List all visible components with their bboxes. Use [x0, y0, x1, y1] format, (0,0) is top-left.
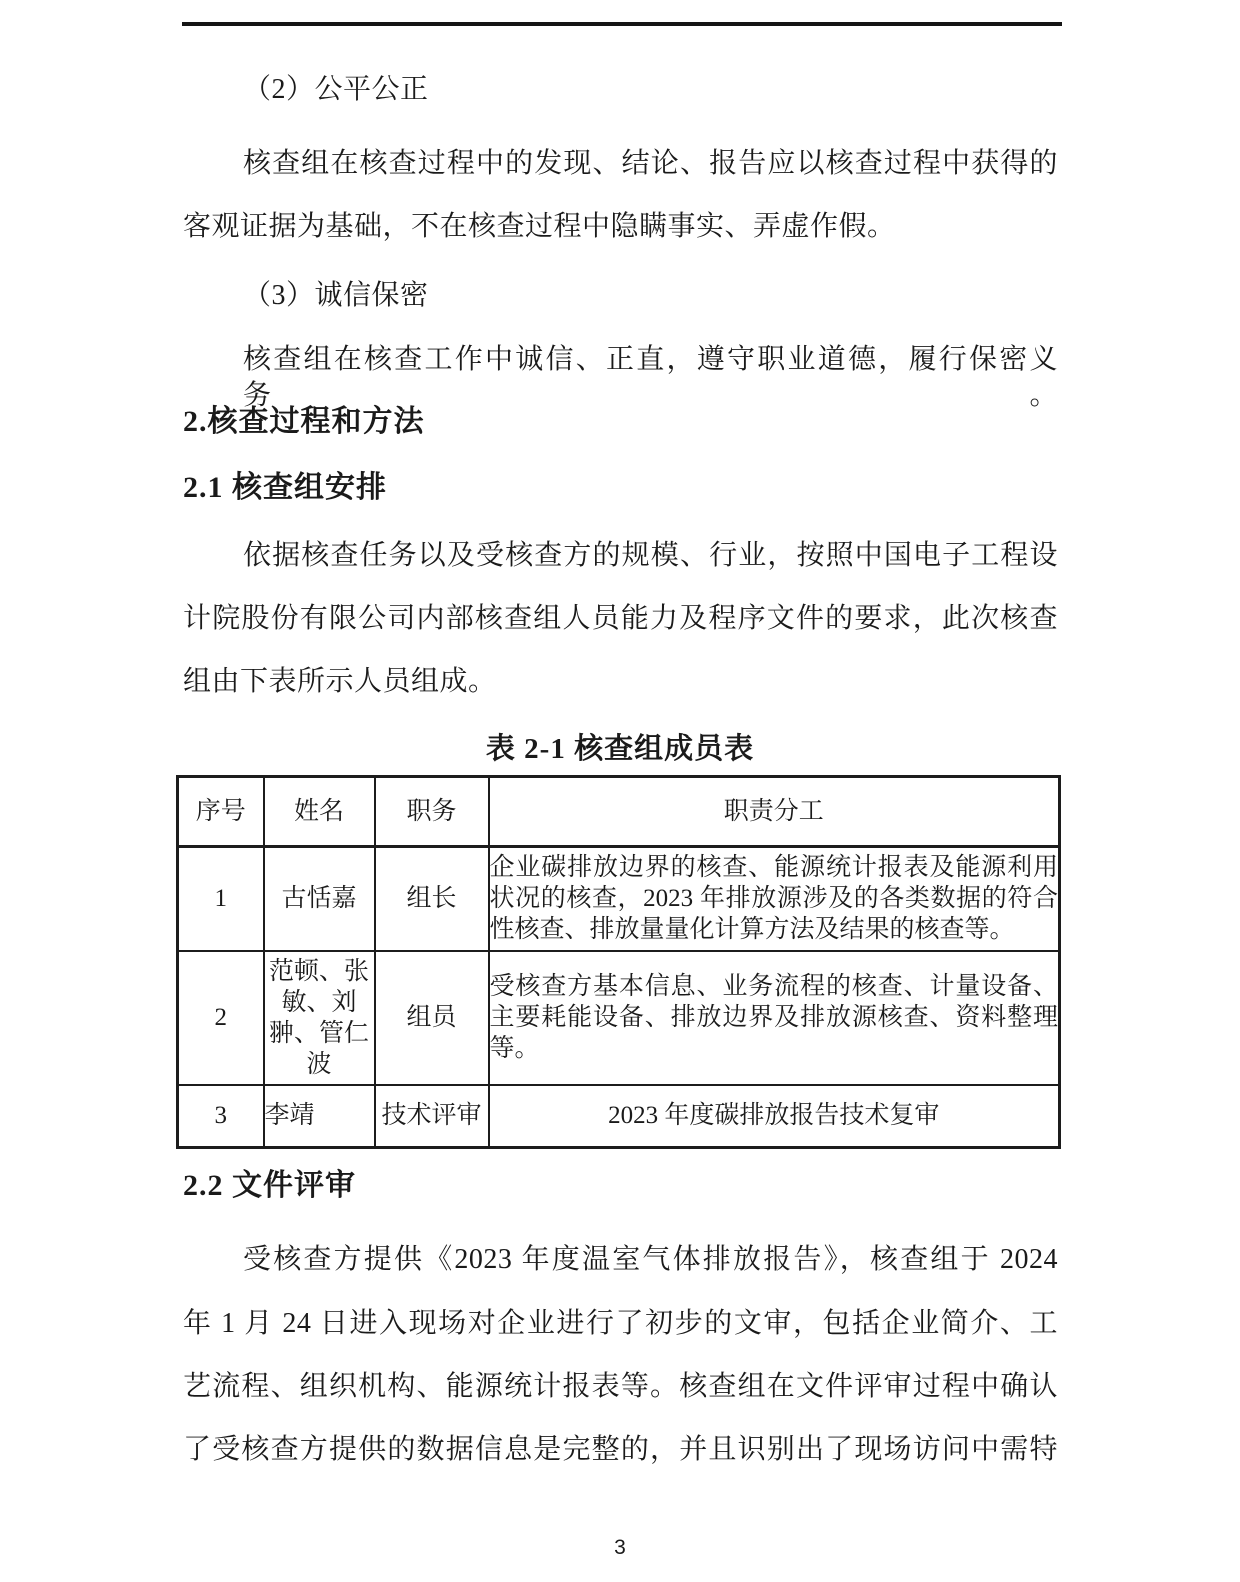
section-2-heading: 2.核查过程和方法 [183, 405, 425, 438]
paragraph-line: 计院股份有限公司内部核查组人员能力及程序文件的要求，此次核查 [183, 603, 1058, 634]
table-header-row [178, 777, 1060, 847]
cell-role: 技术评审 [375, 1085, 489, 1148]
col-header-role: 职务 [375, 777, 489, 847]
paragraph-line: 艺流程、组织机构、能源统计报表等。核查组在文件评审过程中确认 [183, 1371, 1058, 1402]
paragraph-line: 年 1 月 24 日进入现场对企业进行了初步的文审，包括企业简介、工 [183, 1308, 1058, 1339]
item-3-heading: （3）诚信保密 [243, 280, 429, 311]
cell-duty: 2023 年度碳排放报告技术复审 [489, 1085, 1060, 1148]
col-header-no: 序号 [178, 777, 264, 847]
paragraph-line: 依据核查任务以及受核查方的规模、行业，按照中国电子工程设 [243, 540, 1058, 571]
paragraph-line: 核查组在核查工作中诚信、正直，遵守职业道德，履行保密义务。 [243, 344, 1058, 411]
paragraph-line: 受核查方提供《2023 年度温室气体排放报告》，核查组于 2024 [243, 1244, 1058, 1275]
paragraph-line: 核查组在核查过程中的发现、结论、报告应以核查过程中获得的 [243, 148, 1058, 179]
cell-duty: 受核查方基本信息、业务流程的核查、计量设备、主要耗能设备、排放边界及排放源核查、资料整理等。 [489, 951, 1060, 1085]
members-table [176, 775, 1061, 1149]
cell-duty: 企业碳排放边界的核查、能源统计报表及能源利用状况的核查，2023 年排放源涉及的各类数据的符合性核查、排放量量化计算方法及结果的核查等。 [489, 847, 1060, 951]
cell-no: 2 [178, 951, 264, 1085]
page-number: 3 [614, 1536, 626, 1559]
table-caption: 表 2-1 核查组成员表 [485, 733, 755, 765]
paragraph-line: 客观证据为基础，不在核查过程中隐瞒事实、弄虚作假。 [183, 211, 896, 242]
cell-name: 李靖 [264, 1085, 375, 1148]
section-2-1-heading: 2.1 核查组安排 [183, 471, 387, 504]
col-header-duty: 职责分工 [489, 777, 1060, 847]
paragraph-line: 组由下表所示人员组成。 [183, 666, 497, 697]
table-row [178, 951, 1060, 1085]
cell-no: 1 [178, 847, 264, 951]
cell-name: 古恬嘉 [264, 847, 375, 951]
col-header-name: 姓名 [264, 777, 375, 847]
item-2-heading: （2）公平公正 [243, 74, 429, 105]
section-2-2-heading: 2.2 文件评审 [183, 1169, 356, 1202]
paragraph-line: 了受核查方提供的数据信息是完整的，并且识别出了现场访问中需特 [183, 1434, 1058, 1465]
cell-no: 3 [178, 1085, 264, 1148]
cell-role: 组员 [375, 951, 489, 1085]
cell-role: 组长 [375, 847, 489, 951]
table-row [178, 1085, 1060, 1148]
table-row [178, 847, 1060, 951]
cell-name: 范顿、张敏、刘翀、管仁波 [264, 951, 375, 1085]
header-rule [182, 22, 1062, 26]
